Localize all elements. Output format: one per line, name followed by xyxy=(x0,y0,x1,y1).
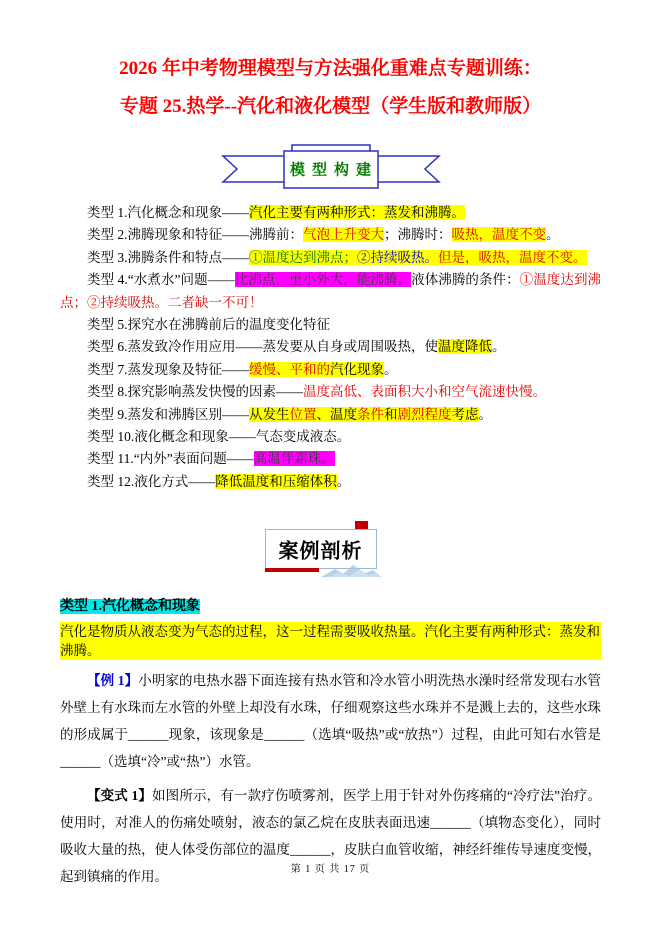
text-segment: 条件 xyxy=(357,406,384,422)
model-item-5 xyxy=(60,314,601,336)
text-segment: 类型 10.液化概念和现象——气态变成液态。 xyxy=(87,429,351,445)
text-segment: 气泡上升变大 xyxy=(303,227,384,243)
model-points-list xyxy=(60,202,601,493)
concept-summary xyxy=(60,622,601,660)
title-line-1: 2026 年中考物理模型与方法强化重难点专题训练： xyxy=(119,58,542,79)
text-segment: ①温度达到沸点； xyxy=(249,249,357,265)
text-segment: 类型 6.蒸发致冷作用应用——蒸发要从自身或周围吸热，使 xyxy=(87,339,438,355)
text-segment: 。 xyxy=(492,339,506,355)
model-item-9 xyxy=(60,404,601,426)
text-segment: 温度高低、表面积大小和空气流速快慢。 xyxy=(303,384,546,400)
text-segment: 类型 12.液化方式—— xyxy=(87,473,216,489)
text-segment: 、温度 xyxy=(316,406,357,422)
mountain-decoration-icon xyxy=(319,561,383,579)
model-item-1 xyxy=(60,202,601,224)
text-segment: 类型 3.沸腾条件和特点—— xyxy=(87,249,249,265)
text-segment: 吸热，温度不变 xyxy=(451,227,546,243)
text-segment: 汽化现象 xyxy=(330,361,384,377)
model-item-4 xyxy=(60,269,601,314)
text-segment: 剧烈程度 xyxy=(397,406,452,422)
text-segment: 类型 2.沸腾现象和特征——沸腾前： xyxy=(87,227,303,243)
model-item-7 xyxy=(60,359,601,381)
text-segment: 类型 1.汽化概念和现象—— xyxy=(87,205,249,220)
text-segment: 。 xyxy=(478,406,492,422)
text-segment: 高温伴霜珠。 xyxy=(253,451,335,467)
text-segment: 比沸点，里小外大，能沸腾。 xyxy=(234,272,412,288)
text-segment: 。 xyxy=(384,361,398,377)
example-1-paragraph xyxy=(60,667,601,775)
case-banner-label: 案例剖析 xyxy=(278,540,363,563)
text-segment: 类型 8.探究影响蒸发快慢的因素—— xyxy=(87,384,303,400)
text-segment: ②持续吸热。 xyxy=(357,249,438,265)
model-item-3 xyxy=(60,247,601,269)
text-segment: 类型 5.探究水在沸腾前后的温度变化特征 xyxy=(87,317,330,333)
concept-summary-text: 汽化是物质从液态变为气态的过程，这一过程需要吸收热量。汽化主要有两种形式：蒸发和沸腾。 xyxy=(60,624,600,659)
text-segment: 类型 7.蒸发现象及特征—— xyxy=(87,361,249,377)
text-segment: 类型 9.蒸发和沸腾区别—— xyxy=(87,406,249,422)
text-segment: ；沸腾时： xyxy=(384,227,452,243)
text-segment: 小明家的电热水器下面连接有热水管和冷水管小明洗热水澡时经常发现右水管外壁上有水珠而左水管的外壁上却没有水珠，仔细观察这些水珠并不是溅上去的，这些水珠的形成属于______现象，该现象是______（选填“吸热”或“放热”）过程，由此可知右水管是______（选填“冷”或“热”）水管。 xyxy=(60,673,602,770)
model-item-11 xyxy=(60,448,601,470)
text-segment: 。 xyxy=(546,227,560,243)
text-segment: 汽化主要有两种形式：蒸发和沸腾。 xyxy=(249,205,465,220)
text-segment: 【变式 1】 xyxy=(87,788,153,804)
page-title xyxy=(28,50,633,126)
text-segment: 缓慢、平和的 xyxy=(249,361,330,377)
model-construction-banner xyxy=(220,140,442,198)
model-item-12 xyxy=(60,471,601,493)
text-segment: 降低温度和压缩体积 xyxy=(215,473,337,489)
text-segment: 但是，吸热，温度不变。 xyxy=(438,249,587,265)
model-item-2 xyxy=(60,224,601,246)
text-segment: 类型 1.汽化概念和现象 xyxy=(60,599,200,615)
title-line-2: 专题 25.热学--汽化和液化模型（学生版和教师版） xyxy=(119,96,542,117)
red-underline-decoration xyxy=(265,568,319,572)
case-section xyxy=(60,597,601,890)
text-segment: 如图所示，有一款疗伤喷雾剂，医学上用于针对外伤疼痛的“冷疗法”治疗。使用时，对准人的伤痛处喷射，液态的氯乙烷在皮肤表面迅速______（填物态变化），同时吸收大量的热，使人体受伤部位的温度______，皮肤白血管收缩，神经纤维传导速度变慢，起到镇痛的作用。 xyxy=(60,788,601,885)
text-segment: 考虑 xyxy=(451,406,479,422)
case-analysis-banner xyxy=(263,519,387,581)
text-segment: 类型 4.“水煮水”问题—— xyxy=(87,272,235,288)
text-segment: 从发生 xyxy=(249,406,290,422)
text-segment: 位置 xyxy=(289,406,317,422)
text-segment: 【例 1】 xyxy=(87,673,139,689)
text-segment: 和 xyxy=(384,406,398,422)
text-segment: 液体沸腾的条件： xyxy=(411,272,520,288)
model-item-8 xyxy=(60,381,601,403)
text-segment: ①温度达到沸点；②持续吸热。二者缺一不可！ xyxy=(60,272,602,310)
section-heading xyxy=(60,597,601,617)
text-segment: 。 xyxy=(336,473,351,489)
page-footer: 第 1 页 共 17 页 xyxy=(290,864,371,875)
model-item-6 xyxy=(60,336,601,358)
model-banner-label: 模型构建 xyxy=(289,162,379,179)
text-segment: 温度降低 xyxy=(438,339,492,355)
model-item-10 xyxy=(60,426,601,448)
text-segment: 类型 11.“内外”表面问题—— xyxy=(87,451,254,467)
